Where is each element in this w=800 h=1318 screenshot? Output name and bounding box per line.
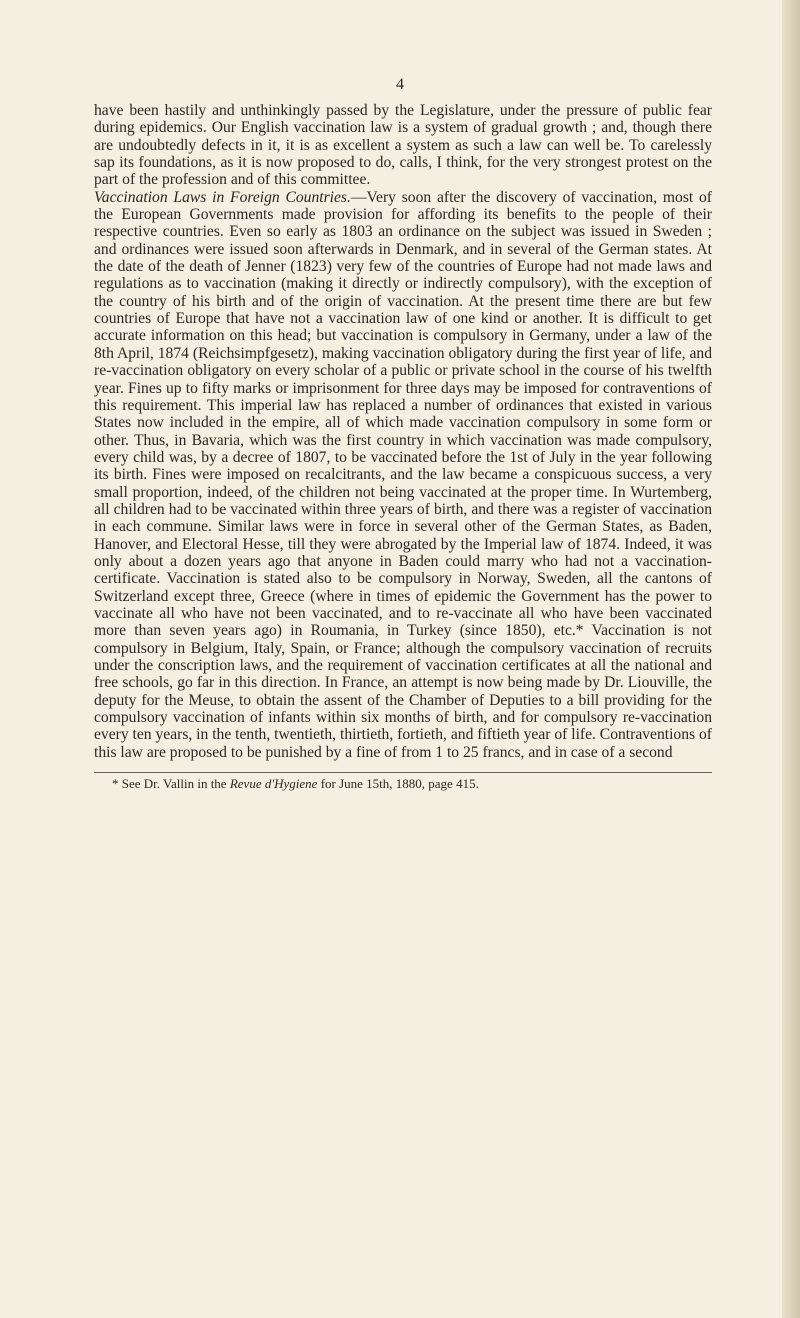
body-text: [94, 102, 712, 761]
section-heading: Vaccination Laws in Foreign Countries.: [94, 188, 351, 206]
section-text: —Very soon after the discovery of vaccination, most of the European Governments made provision for affording its benefits to the people of their respective countries. Even so early as 1803 an ordinance on the subject was issued in Sweden ; and ordinances were issued soon afterwards in Denmark, and in several of the German states. At the date of the death of Jenner (1823) very few of the countries of Europe had not made laws and regulations as to vaccination (making it directly or indirectly compulsory), with the exception of the country of his birth and of the origin of vaccination. At the present time there are but few countries of Europe that have not a vaccination law of one kind or another. It is difficult to get accurate information on this head; but vaccination is compulsory in Germany, under a law of the 8th April, 1874 (Reichsimpfgesetz), making vaccination obligatory during the first year of life, and re-vaccination obligatory on every scholar of a public or private school in the course of his twelfth year. Fines up to fifty marks or imprisonment for three days may be imposed for contraventions of this requirement. This imperial law has replaced a number of ordinances that existed in various States now included in the empire, all of which made vaccination compulsory in some form or other. Thus, in Bavaria, which was the first country in which vaccination was made compulsory, every child was, by a decree of 1807, to be vaccinated before the 1st of July in the year following its birth. Fines were imposed on recalcitrants, and the law became a conspicuous success, a very small proportion, indeed, of the children not being vaccinated at the proper time. In Wurtemberg, all children had to be vaccinated within three years of birth, and there was a register of vaccination in each commune. Similar laws were in force in several other of the German States, as Baden, Hanover, and Electoral Hesse, till they were abrogated by the Imperial law of 1874. Indeed, it was only about a dozen years ago that anyone in Baden could marry who had not a vaccination-certificate. Vaccination is stated also to be compulsory in Norway, Sweden, all the cantons of Switzerland except three, Greece (where in times of epidemic the Government has the power to vaccinate all who have not been vaccinated, and to re-vaccinate all who have been vaccinated more than seven years ago) in Roumania, in Turkey (since 1850), etc.* Vaccination is not compulsory in Belgium, Italy, Spain, or France; although the compulsory vaccination of recruits under the conscription laws, and the requirement of vaccination certificates at all the national and free schools, go far in this direction. In France, an attempt is now being made by Dr. Liouville, the deputy for the Meuse, to obtain the assent of the Chamber of Deputies to a bill providing for the compulsory vaccination of infants within six months of birth, and for compulsory re-vaccination every ten years, in the tenth, twentieth, thirtieth, fortieth, and fiftieth year of life. Contraventions of this law are proposed to be punished by a fine of from 1 to 25 francs, and in case of a second: [94, 188, 712, 761]
footnote-marker: *: [112, 776, 119, 791]
footnote: [112, 776, 712, 792]
footnote-rule: [94, 772, 712, 773]
footnote-journal: Revue d'Hygiene: [229, 776, 318, 791]
page-edge: [782, 0, 800, 1318]
page-number: 4: [396, 76, 404, 93]
footnote-text-after: for June 15th, 1880, page 415.: [317, 776, 479, 791]
footnote-text-before: See Dr. Vallin in the: [118, 776, 230, 791]
section-paragraph: [94, 189, 712, 761]
intro-paragraph: have been hastily and unthinkingly passed by the Legislature, under the pressure of public fear during epidemics. Our English vaccination law is a system of gradual growth ; and, though there are undoubtedly defects in it, it is as excellent a system as such a law can well be. To carelessly sap its foundations, as it is now proposed to do, calls, I think, for the very strongest protest on the part of the profession and of this committee.: [94, 102, 712, 189]
